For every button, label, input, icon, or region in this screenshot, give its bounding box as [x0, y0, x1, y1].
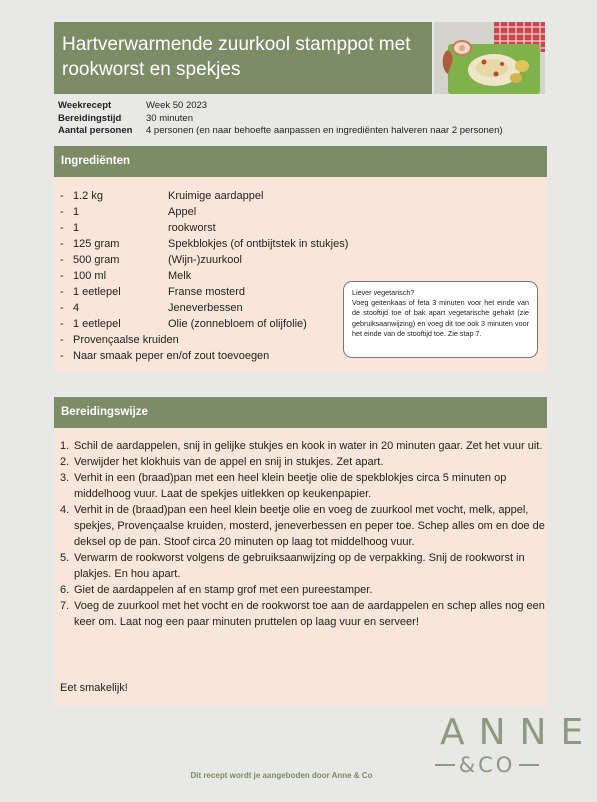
list-item: - Naar smaak peper en/of zout toevoegen — [60, 350, 270, 362]
ingredient-name: Jeneverbessen — [168, 302, 243, 314]
ingredient-name: Naar smaak peper en/of zout toevoegen — [73, 350, 270, 362]
meta-value: Week 50 2023 — [146, 100, 208, 111]
recipe-photo-image — [434, 22, 545, 94]
list-item: - 1 Appel — [60, 206, 197, 218]
ingredient-name: Franse mosterd — [168, 286, 246, 298]
list-item: - 4 Jeneverbessen — [60, 302, 243, 314]
ingredients-list — [60, 188, 348, 364]
step-text: Verwarm de rookworst volgens de gebruiksaanwijzing op de verpakking. Snij de rookworst in plakjes. En hou apart. — [74, 552, 525, 580]
step-text: Voeg de zuurkool met het vocht en de rookworst toe aan de aardappelen en schep alles nog een keer om. Laat nog een paar minuten pruttelen op laag vuur en serveer! — [74, 600, 545, 628]
step-text: Verwijder het klokhuis van de appel en snij in stukjes. Zet apart. — [74, 456, 384, 468]
ingredients-heading: Ingrediënten — [54, 146, 547, 177]
step-text: Verhit in een (braad)pan met een heel klein beetje olie de spekblokjes circa 5 minuten op middelhoog vuur. Laat de spekjes uitlekken op keukenpapier. — [74, 472, 507, 500]
ingredient-quantity: 100 ml — [73, 270, 107, 282]
ingredient-quantity: 4 — [73, 302, 80, 314]
list-item: - 125 gram Spekblokjes (of ontbijtstek in stukjes) — [60, 238, 349, 250]
meta-row — [58, 100, 503, 113]
meta-value: 30 minuten — [146, 112, 194, 124]
ingredient-name: Melk — [168, 270, 192, 282]
ingredient-quantity: 1 eetlepel — [73, 318, 121, 330]
list-item: - 500 gram (Wijn-)zuurkool — [60, 254, 242, 266]
step-text: Giet de aardappelen af en stamp grof met een pureestamper. — [74, 584, 373, 596]
closing-text: Eet smakelijk! — [60, 682, 128, 694]
step-text: Verhit in de (braad)pan een heel klein beetje olie en voeg de zuurkool met vocht, melk, appel, spekjes, Provençaalse kruiden, mosterd, jeneverbessen en peper toe. Schep alles om en doe de deksel op de pan. Stoof circa 20 minuten op laag tot middelhoog vuur. — [74, 504, 545, 548]
list-item: 4. Verhit in de (braad)pan een heel klein beetje olie en voeg de zuurkool met vocht, melk, appel, spekjes, Provençaalse kruiden, mosterd, jeneverbessen en peper toe. Schep alles om en doe de deksel op de pan. Stoof circa 20 minuten op laag tot middelhoog vuur. — [60, 504, 545, 548]
list-item: 2. Verwijder het klokhuis van de appel en snij in stukjes. Zet apart. — [60, 454, 545, 470]
logo-divider-right — [519, 764, 539, 766]
meta-row — [58, 113, 503, 126]
step-text: Schil de aardappelen, snij in gelijke stukjes en kook in water in 20 minuten gaar. Zet het vuur uit. — [74, 440, 543, 452]
ingredient-name: Spekblokjes (of ontbijtstek in stukjes) — [168, 238, 349, 250]
ingredient-quantity: 1 — [73, 222, 80, 234]
ingredient-name: (Wijn-)zuurkool — [168, 254, 242, 266]
meta-label: Weekrecept — [58, 100, 112, 111]
list-item: 6. Giet de aardappelen af en stamp grof met een pureestamper. — [60, 582, 545, 598]
ingredient-name: Kruimige aardappel — [168, 190, 264, 202]
list-item: 5. Verwarm de rookworst volgens de gebruiksaanwijzing op de verpakking. Snij de rookworst in plakjes. En hou apart. — [60, 550, 545, 582]
meta-label: Aantal personen — [58, 125, 133, 136]
ingredient-name: Appel — [168, 206, 197, 218]
recipe-meta — [58, 100, 503, 138]
list-item: - 1.2 kg Kruimige aardappel — [60, 190, 264, 202]
list-item: - Provençaalse kruiden — [60, 334, 179, 346]
ingredient-name: rookworst — [168, 222, 216, 234]
list-item: - 100 ml Melk — [60, 270, 192, 282]
preparation-panel — [54, 428, 547, 706]
ingredient-name: Provençaalse kruiden — [73, 334, 179, 346]
meta-label: Bereidingstijd — [58, 112, 122, 124]
list-item: - 1 rookworst — [60, 222, 216, 234]
ingredient-quantity: 1.2 kg — [73, 190, 103, 202]
recipe-title-banner — [54, 22, 432, 94]
list-item: - 1 eetlepel Olie (zonnebloem of olijfolie) — [60, 318, 307, 330]
ingredient-name: Olie (zonnebloem of olijfolie) — [168, 318, 307, 330]
list-item: 7. Voeg de zuurkool met het vocht en de rookworst toe aan de aardappelen en schep alles nog een keer om. Laat nog een paar minuten pruttelen op laag vuur en serveer! — [60, 600, 545, 628]
vegetarian-tip-box — [343, 281, 538, 358]
vegetarian-tip-title: Liever vegetarisch? — [352, 288, 415, 297]
footer-text: Dit recept wordt je aangeboden door Anne & Co — [190, 771, 373, 780]
recipe-photo — [434, 22, 545, 94]
vegetarian-tip-text: Voeg geitenkaas of feta 3 minuten voor het einde van de stooftijd toe of bak apart vegetarische gehakt (zie gebruiksaanwijzing) en voeg dit toe ook 3 minuten voor het einde van de stooftijd toe. Zie stap 7. — [352, 298, 529, 338]
meta-row — [58, 125, 503, 138]
preparation-steps — [60, 438, 545, 630]
list-item: 3. Verhit in een (braad)pan met een heel klein beetje olie de spekblokjes circa 5 minuten op middelhoog vuur. Laat de spekjes uitlekken op keukenpapier. — [60, 470, 545, 502]
meta-value: 4 personen (en naar behoefte aanpassen en ingrediënten halveren naar 2 personen) — [146, 125, 503, 136]
list-item: - 1 eetlepel Franse mosterd — [60, 286, 246, 298]
logo-bottom-text: &CO — [458, 753, 516, 777]
logo-divider-left — [435, 764, 455, 766]
ingredient-quantity: 125 gram — [73, 238, 120, 250]
logo-top-text: ANNE — [440, 712, 597, 753]
list-item: 1. Schil de aardappelen, snij in gelijke stukjes en kook in water in 20 minuten gaar. Zet het vuur uit. — [60, 438, 545, 454]
recipe-title: Hartverwarmende zuurkool stamppot met rookworst en spekjes — [62, 34, 411, 80]
ingredient-quantity: 1 eetlepel — [73, 286, 121, 298]
ingredient-quantity: 500 gram — [73, 254, 120, 266]
preparation-heading: Bereidingswijze — [54, 397, 547, 428]
ingredient-quantity: 1 — [73, 206, 80, 218]
